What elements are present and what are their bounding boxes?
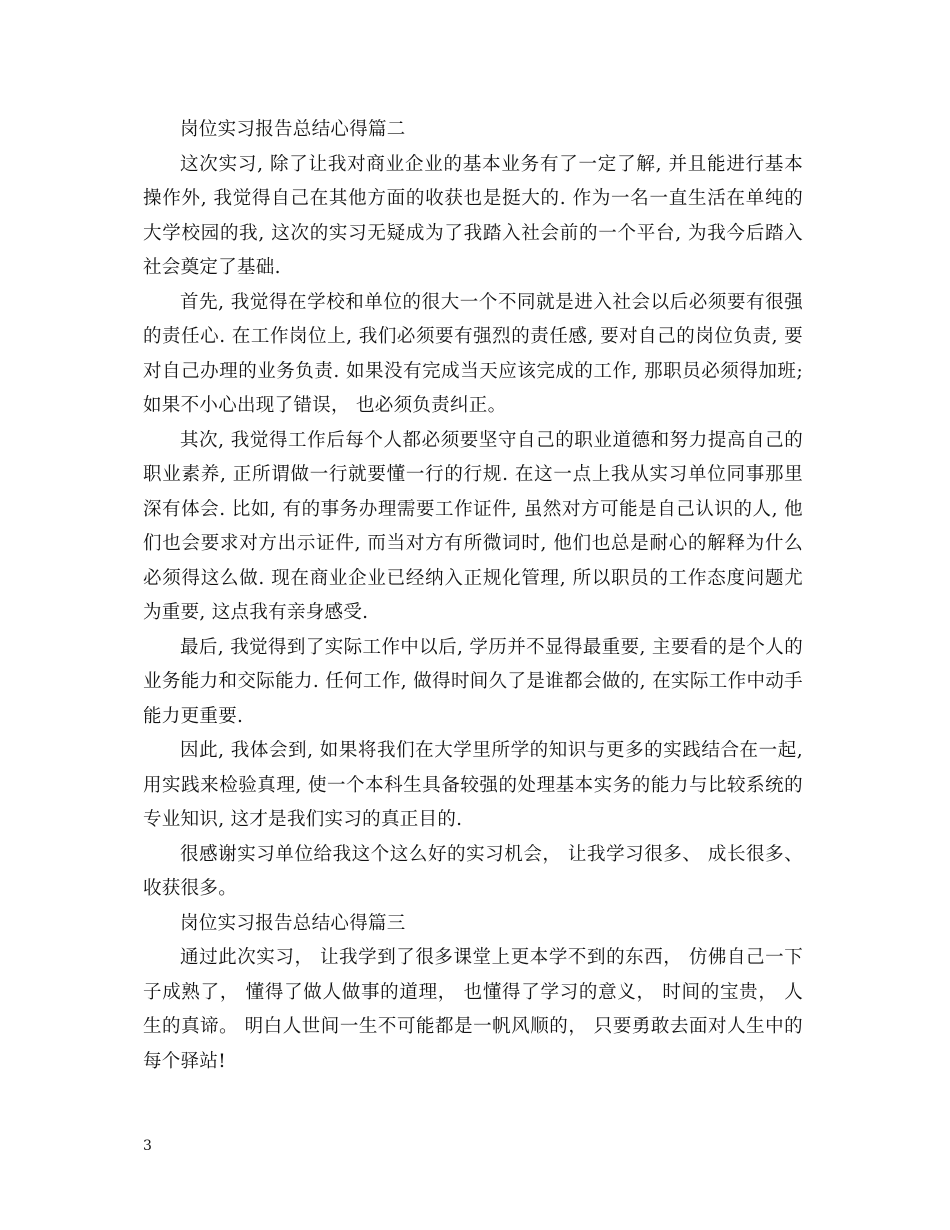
paragraph: 首先, 我觉得在学校和单位的很大一个不同就是进入社会以后必须要有很强的责任心. 在工作岗位上, 我们必须要有强烈的责任感, 要对自己的岗位负责, 要对自己办理的业务负责. 如果没有完成当天应该完成的工作, 那职员必须得加班; 如果不小心出现了错误， 也必须负责纠正。 (143, 291, 803, 416)
paragraph: 这次实习, 除了让我对商业企业的基本业务有了一定了解, 并且能进行基本操作外, 我觉得自己在其他方面的收获也是挺大的. 作为一名一直生活在单纯的大学校园的我, 这次的实习无疑成为了我踏入社会前的一个平台, 为我今后踏入社会奠定了基础. (143, 153, 803, 278)
paragraph: 最后, 我觉得到了实际工作中以后, 学历并不显得最重要, 主要看的是个人的业务能力和交际能力. 任何工作, 做得时间久了是谁都会做的, 在实际工作中动手能力更重要. (143, 636, 803, 727)
paragraph: 因此, 我体会到, 如果将我们在大学里所学的知识与更多的实践结合在一起, 用实践来检验真理, 使一个本科生具备较强的处理基本实务的能力与比较系统的专业知识, 这才是我们实习的真正目的. (143, 740, 803, 830)
paragraph: 很感谢实习单位给我这个这么好的实习机会， 让我学习很多、 成长很多、 收获很多。 (143, 843, 803, 899)
page-number: 3 (143, 1138, 152, 1154)
section-heading-2: 岗位实习报告总结心得篇二 (180, 119, 406, 140)
paragraph: 其次, 我觉得工作后每个人都必须要坚守自己的职业道德和努力提高自己的职业素养, 正所谓做一行就要懂一行的行规. 在这一点上我从实习单位同事那里深有体会. 比如, 有的事务办理需要工作证件, 虽然对方可能是自己认识的人, 他们也会要求对方出示证件, 而当对方有所微词时, 他们也总是耐心的解释为什么必须得这么做. 现在商业企业已经纳入正规化管理, 所以职员的工作态度问题尤为重要, 这点我有亲身感受. (143, 429, 803, 623)
section-heading-3: 岗位实习报告总结心得篇三 (180, 912, 406, 934)
paragraph: 通过此次实习， 让我学到了很多课堂上更本学不到的东西， 仿佛自己一下子成熟了， 懂得了做人做事的道理， 也懂得了学习的意义， 时间的宝贵， 人生的真谛。 明白人世间一生不可能都是一帆风顺的， 只要勇敢去面对人生中的每个驿站! (143, 947, 803, 1072)
document-body (143, 113, 803, 1079)
